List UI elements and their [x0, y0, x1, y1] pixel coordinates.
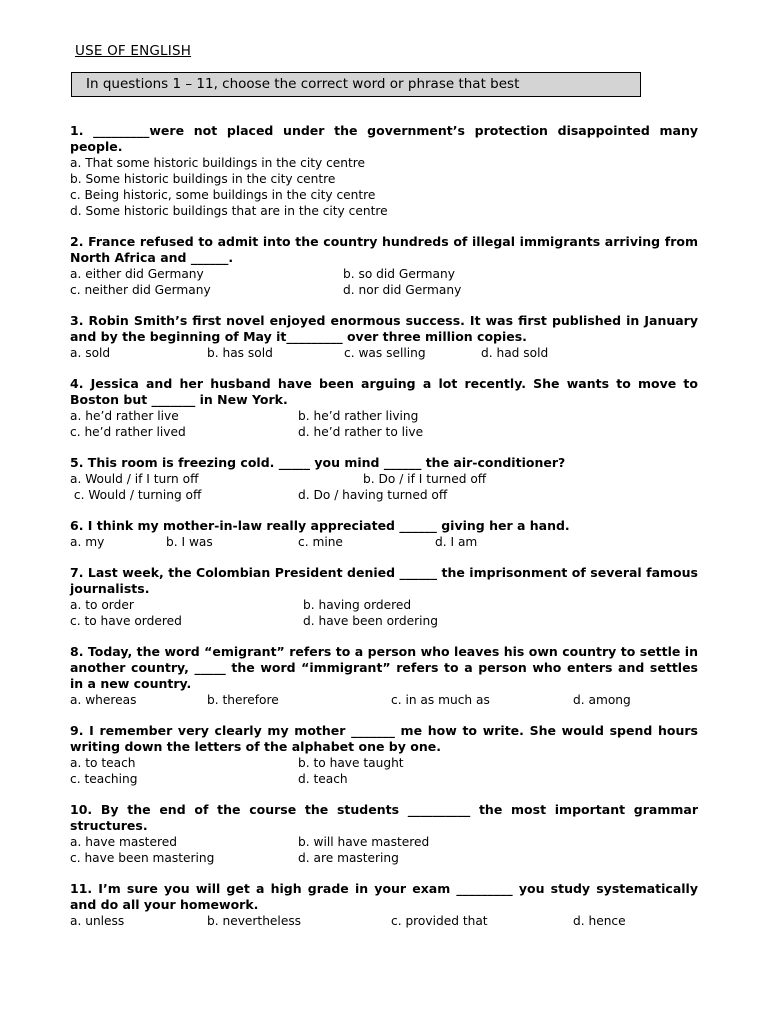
option-d[interactable]: d. I am: [435, 535, 478, 549]
option-a[interactable]: a. have mastered: [70, 835, 177, 849]
option-d[interactable]: d. teach: [298, 772, 348, 786]
option-d[interactable]: d. Do / having turned off: [298, 488, 448, 502]
option-b[interactable]: b. so did Germany: [343, 267, 455, 281]
question-stem: 11. I’m sure you will get a high grade in your exam _________ you study systematically and do all your homework.: [70, 881, 698, 912]
option-c[interactable]: c. provided that: [391, 914, 488, 928]
question-list: [70, 123, 698, 944]
question-stem: 7. Last week, the Colombian President denied ______ the imprisonment of several famous journalists.: [70, 565, 698, 596]
option-a[interactable]: a. Would / if I turn off: [70, 472, 199, 486]
option-a[interactable]: a. unless: [70, 914, 125, 928]
option-d[interactable]: d. he’d rather to live: [298, 425, 424, 439]
option-a[interactable]: a. to order: [70, 598, 134, 612]
option-c[interactable]: c. teaching: [70, 772, 138, 786]
option-a[interactable]: a. either did Germany: [70, 267, 204, 281]
option-b[interactable]: b. to have taught: [298, 756, 404, 770]
option-b[interactable]: b. has sold: [207, 346, 273, 360]
options: [70, 266, 698, 298]
option-c[interactable]: c. Would / turning off: [70, 488, 202, 502]
option-d[interactable]: d. hence: [573, 914, 626, 928]
option-b[interactable]: b. therefore: [207, 693, 279, 707]
question-11: [70, 881, 698, 929]
question-7: [70, 565, 698, 629]
option-a[interactable]: a. That some historic buildings in the city centre: [70, 156, 366, 170]
option-c[interactable]: c. was selling: [344, 346, 426, 360]
options: [70, 408, 698, 440]
options: [70, 345, 698, 361]
option-b[interactable]: b. Some historic buildings in the city centre: [70, 172, 336, 186]
option-a[interactable]: a. to teach: [70, 756, 136, 770]
options: [70, 913, 698, 929]
question-5: [70, 455, 698, 503]
option-b[interactable]: b. Do / if I turned off: [363, 472, 487, 486]
option-c[interactable]: c. mine: [298, 535, 343, 549]
question-stem: 9. I remember very clearly my mother _______ me how to write. She would spend hours writing down the letters of the alphabet one by one.: [70, 723, 698, 754]
option-b[interactable]: b. having ordered: [303, 598, 412, 612]
option-c[interactable]: c. to have ordered: [70, 614, 182, 628]
options: [70, 597, 698, 629]
question-3: [70, 313, 698, 361]
option-d[interactable]: d. are mastering: [298, 851, 399, 865]
question-10: [70, 802, 698, 866]
option-d[interactable]: d. nor did Germany: [343, 283, 462, 297]
option-d[interactable]: d. had sold: [481, 346, 549, 360]
question-stem: 5. This room is freezing cold. _____ you mind ______ the air-conditioner?: [70, 455, 566, 470]
option-d[interactable]: d. have been ordering: [303, 614, 438, 628]
question-stem: 4. Jessica and her husband have been arguing a lot recently. She wants to move to Boston but _______ in New York.: [70, 376, 698, 407]
question-stem: 1. _________were not placed under the government’s protection disappointed many people.: [70, 123, 698, 154]
option-c[interactable]: c. he’d rather lived: [70, 425, 186, 439]
option-b[interactable]: b. I was: [166, 535, 213, 549]
question-9: [70, 723, 698, 787]
options: [70, 692, 698, 708]
option-b[interactable]: b. will have mastered: [298, 835, 430, 849]
instruction-box: [71, 72, 641, 97]
question-stem: 8. Today, the word “emigrant” refers to a person who leaves his own country to settle in another country, _____ the word “immigrant” refers to a person who enters and settles in a new country.: [70, 644, 698, 691]
instruction-text: In questions 1 – 11, choose the correct word or phrase that best: [86, 76, 520, 92]
option-d[interactable]: d. Some historic buildings that are in the city centre: [70, 204, 388, 218]
options: [70, 755, 698, 787]
option-c[interactable]: c. in as much as: [391, 693, 490, 707]
option-a[interactable]: a. whereas: [70, 693, 137, 707]
question-4: [70, 376, 698, 440]
question-stem: 3. Robin Smith’s first novel enjoyed enormous success. It was first published in January and by the beginning of May it_________ over three million copies.: [70, 313, 698, 344]
option-c[interactable]: c. Being historic, some buildings in the city centre: [70, 188, 376, 202]
options: [70, 471, 698, 503]
option-c[interactable]: c. have been mastering: [70, 851, 215, 865]
question-1: [70, 123, 698, 219]
options: [70, 834, 698, 866]
option-d[interactable]: d. among: [573, 693, 631, 707]
section-heading: USE OF ENGLISH: [75, 43, 192, 59]
option-b[interactable]: b. he’d rather living: [298, 409, 419, 423]
option-b[interactable]: b. nevertheless: [207, 914, 302, 928]
question-stem: 2. France refused to admit into the country hundreds of illegal immigrants arriving from North Africa and ______.: [70, 234, 698, 265]
question-6: [70, 518, 698, 550]
option-c[interactable]: c. neither did Germany: [70, 283, 211, 297]
options: [70, 155, 698, 219]
option-a[interactable]: a. my: [70, 535, 105, 549]
option-a[interactable]: a. he’d rather live: [70, 409, 179, 423]
options: [70, 534, 698, 550]
option-a[interactable]: a. sold: [70, 346, 111, 360]
question-stem: 10. By the end of the course the students __________ the most important grammar structures.: [70, 802, 698, 833]
question-2: [70, 234, 698, 298]
question-stem: 6. I think my mother-in-law really appreciated ______ giving her a hand.: [70, 518, 570, 533]
question-8: [70, 644, 698, 708]
